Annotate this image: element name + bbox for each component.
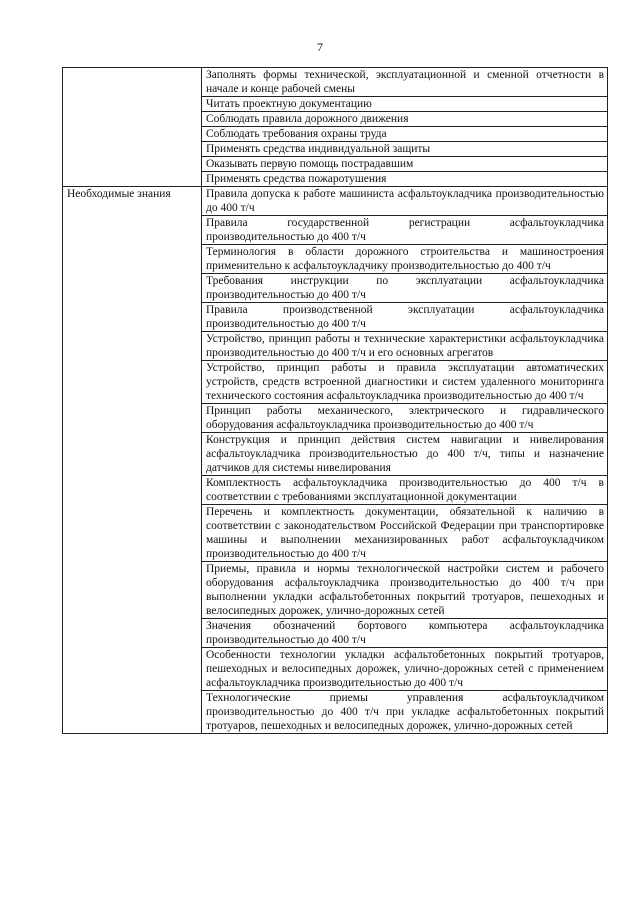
- skill-items-stack: [202, 97, 608, 187]
- knowledge-item: Устройство, принцип работы и технические характеристики асфальтоукладчика производительностью до 400 т/ч и его основных агрегатов: [202, 332, 608, 361]
- knowledge-item: Правила производственной эксплуатации асфальтоукладчика производительностью до 400 т/ч: [202, 303, 608, 332]
- knowledge-item: Правила государственной регистрации асфальтоукладчика производительностью до 400 т/ч: [202, 216, 608, 245]
- skill-item: Соблюдать требования охраны труда: [202, 126, 607, 141]
- knowledge-item: Конструкция и принцип действия систем навигации и нивелирования асфальтоукладчика производительностью до 400 т/ч, типы и назначение датчиков для системы нивелирования: [202, 433, 608, 476]
- skill-item: Оказывать первую помощь пострадавшим: [202, 156, 607, 171]
- knowledge-item: Технологические приемы управления асфальтоукладчиком производительностью до 400 т/ч при укладке асфальтобетонных покрытий тротуаров, пешеходных и велосипедных дорожек, улично-дорожных сетей: [202, 691, 608, 734]
- knowledge-item: Перечень и комплектность документации, обязательной к наличию в соответствии с законодательством Российской Федерации при транспортировке машины и выполнении механизированных работ асфальтоукладчиком производительностью до 400 т/ч: [202, 505, 608, 562]
- requirements-table: [62, 67, 608, 734]
- knowledge-item: Требования инструкции по эксплуатации асфальтоукладчика производительностью до 400 т/ч: [202, 274, 608, 303]
- skill-item: Применять средства индивидуальной защиты: [202, 141, 607, 156]
- page-number: 7: [317, 40, 323, 54]
- knowledge-item: Терминология в области дорожного строительства и машиностроения применительно к асфальтоукладчику производительностью до 400 т/ч: [202, 245, 608, 274]
- table-row: [63, 187, 608, 216]
- knowledge-item: Устройство, принцип работы и правила эксплуатации автоматических устройств, средств встроенной диагностики и систем удаленного мониторинга технического состояния асфальтоукладчика производительностью до 400 т/ч: [202, 361, 608, 404]
- knowledge-item: Принцип работы механического, электрического и гидравлического оборудования асфальтоукладчика производительностью до 400 т/ч: [202, 404, 608, 433]
- knowledge-label-cell: Необходимые знания: [63, 187, 202, 734]
- knowledge-item: Значения обозначений бортового компьютера асфальтоукладчика производительностью до 400 т/ч: [202, 619, 608, 648]
- skill-item: Применять средства пожаротушения: [202, 171, 607, 186]
- knowledge-item: Особенности технологии укладки асфальтобетонных покрытий тротуаров, пешеходных и велосипедных дорожек, улично-дорожных сетей с применением асфальтоукладчика производительностью до 400 т/ч: [202, 648, 608, 691]
- table-row: [63, 68, 608, 97]
- knowledge-item: Комплектность асфальтоукладчика производительностью до 400 т/ч в соответствии с требованиями эксплуатационной документации: [202, 476, 608, 505]
- knowledge-item: Приемы, правила и нормы технологической настройки систем и рабочего оборудования асфальтоукладчика производительностью до 400 т/ч при выполнении укладки асфальтобетонных покрытий тротуаров, пешеходных и велосипедных дорожек, улично-дорожных сетей: [202, 562, 608, 619]
- skill-item: Соблюдать правила дорожного движения: [202, 111, 607, 126]
- skills-label-cell: [63, 68, 202, 187]
- skill-item: Заполнять формы технической, эксплуатационной и сменной отчетности в начале и конце рабочей смены: [202, 68, 608, 97]
- skill-item: Читать проектную документацию: [206, 98, 372, 110]
- knowledge-item: Правила допуска к работе машиниста асфальтоукладчика производительностью до 400 т/ч: [202, 187, 608, 216]
